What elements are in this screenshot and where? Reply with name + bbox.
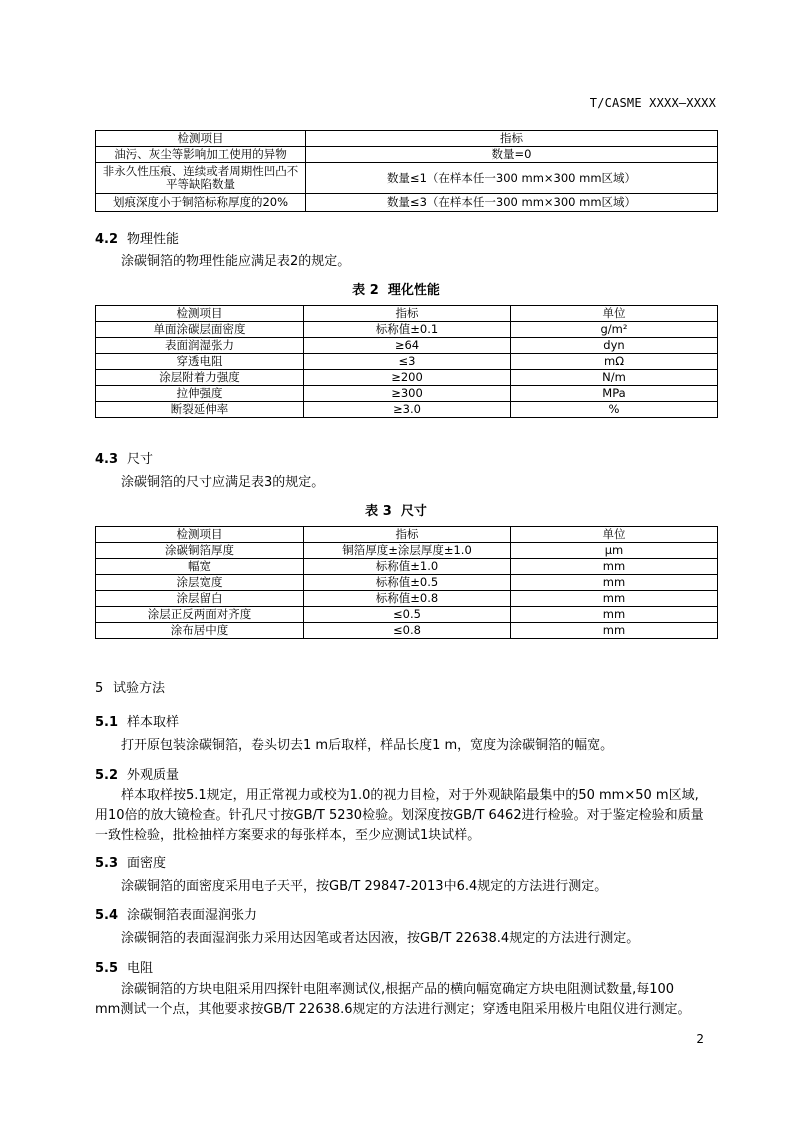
- section-number: 5.3: [95, 856, 119, 871]
- table-cell: mm: [511, 591, 718, 607]
- table-cell: 数量≤1（在样本任一300 mm×300 mm区域）: [306, 163, 718, 194]
- table-cell: mm: [511, 623, 718, 639]
- table-caption: [0, 279, 792, 298]
- table-row: [96, 623, 718, 639]
- table-cell: 穿透电阻: [96, 354, 304, 370]
- table-cell: 标称值±0.8: [304, 591, 511, 607]
- table-header-row: [96, 131, 718, 147]
- table-cell: ≤0.5: [304, 607, 511, 623]
- table-row: [96, 575, 718, 591]
- table-cell: 划痕深度小于铜箔标称厚度的20%: [96, 194, 306, 212]
- section-number: 4.2: [95, 232, 119, 247]
- section-number: 5.4: [95, 908, 119, 923]
- section-title: 样本取样: [127, 715, 180, 730]
- table-cell: mm: [511, 559, 718, 575]
- table-header-row: [96, 306, 718, 322]
- table-header-cell: 指标: [304, 527, 511, 543]
- table-row: [96, 322, 718, 338]
- table-header-cell: 指标: [304, 306, 511, 322]
- caption-number: 表 2: [352, 283, 379, 298]
- table-cell: 标称值±0.1: [304, 322, 511, 338]
- table-row: [96, 147, 718, 163]
- paragraph: 涂碳铜箔的面密度采用电子天平，按GB/T 29847-2013中6.4规定的方法进行测定。: [121, 879, 608, 894]
- page-number: 2: [696, 1032, 704, 1046]
- table-header-cell: 检测项目: [96, 527, 304, 543]
- table-cell: mΩ: [511, 354, 718, 370]
- table-cell: 断裂延伸率: [96, 402, 304, 418]
- table-row: [96, 402, 718, 418]
- table-cell: g/m²: [511, 322, 718, 338]
- section-heading-5-4: [95, 904, 257, 923]
- section-number: 4.3: [95, 452, 119, 467]
- table-cell: ≥200: [304, 370, 511, 386]
- table-cell: 标称值±1.0: [304, 559, 511, 575]
- paragraph: 涂碳铜箔的表面湿润张力采用达因笔或者达因液，按GB/T 22638.4规定的方法进行测定。: [121, 931, 640, 946]
- table-row: [96, 338, 718, 354]
- table-cell: 涂层正反两面对齐度: [96, 607, 304, 623]
- section-number: 5.1: [95, 715, 119, 730]
- table-cell: 非永久性压痕、连续或者周期性凹凸不平等缺陷数量: [96, 163, 306, 194]
- section-heading-4-3: [95, 448, 153, 467]
- table-row: [96, 607, 718, 623]
- section-number: 5.5: [95, 961, 119, 976]
- dimensions-table: [95, 526, 718, 639]
- table-cell: %: [511, 402, 718, 418]
- section-title: 涂碳铜箔表面湿润张力: [127, 908, 258, 923]
- chapter-title: 试验方法: [113, 681, 166, 696]
- table-header-row: [96, 527, 718, 543]
- section-heading-5-5: [95, 957, 153, 976]
- table-cell: 表面润湿张力: [96, 338, 304, 354]
- caption-number: 表 3: [365, 504, 392, 519]
- section-title: 物理性能: [127, 232, 180, 247]
- table-cell: ≥300: [304, 386, 511, 402]
- section-title: 尺寸: [127, 452, 154, 467]
- table-row: [96, 354, 718, 370]
- table-header-cell: 指标: [306, 131, 718, 147]
- section-heading-5-2: [95, 764, 179, 783]
- paragraph-line: mm测试一个点，其他要求按GB/T 22638.6规定的方法进行测定；穿透电阻采用极片电阻仪进行测定。: [95, 1002, 691, 1017]
- table-cell: 油污、灰尘等影响加工使用的异物: [96, 147, 306, 163]
- section-heading-5-3: [95, 852, 166, 871]
- table-row: [96, 543, 718, 559]
- table-cell: 数量=0: [306, 147, 718, 163]
- paragraph-line: 一致性检验，批检抽样方案要求的每张样本，至少应测试1块试样。: [95, 828, 481, 843]
- physical-properties-table: [95, 305, 718, 418]
- table-row: [96, 370, 718, 386]
- document-code: T/CASME XXXX—XXXX: [589, 96, 716, 110]
- defect-table: [95, 130, 718, 212]
- section-title: 外观质量: [127, 768, 180, 783]
- table-cell: μm: [511, 543, 718, 559]
- section-heading-4-2: [95, 228, 179, 247]
- table-cell: 涂层附着力强度: [96, 370, 304, 386]
- table-cell: 涂层留白: [96, 591, 304, 607]
- chapter-heading-5: [95, 677, 165, 696]
- table-cell: mm: [511, 575, 718, 591]
- table-caption: [0, 500, 792, 519]
- table-cell: 涂布居中度: [96, 623, 304, 639]
- paragraph-line: 样本取样按5.1规定，用正常视力或校为1.0的视力目检，对于外观缺陷最集中的50 mm×50 m区域,: [121, 788, 699, 803]
- paragraph-line: 涂碳铜箔的方块电阻采用四探针电阻率测试仪,根据产品的横向幅宽确定方块电阻测试数量,每100: [121, 982, 675, 997]
- table-cell: MPa: [511, 386, 718, 402]
- table-row: [96, 194, 718, 212]
- section-title: 电阻: [127, 961, 154, 976]
- table-cell: 铜箔厚度±涂层厚度±1.0: [304, 543, 511, 559]
- caption-title: 理化性能: [387, 283, 440, 298]
- section-heading-5-1: [95, 711, 179, 730]
- table-header-cell: 单位: [511, 527, 718, 543]
- table-cell: 单面涂碳层面密度: [96, 322, 304, 338]
- section-title: 面密度: [127, 856, 167, 871]
- table-row: [96, 386, 718, 402]
- table-cell: mm: [511, 607, 718, 623]
- paragraph-line: 用10倍的放大镜检查。针孔尺寸按GB/T 5230检验。划深度按GB/T 6462进行检验。对于鉴定检验和质量: [95, 808, 704, 823]
- table-cell: N/m: [511, 370, 718, 386]
- table-cell: 涂层宽度: [96, 575, 304, 591]
- table-cell: dyn: [511, 338, 718, 354]
- paragraph: 涂碳铜箔的物理性能应满足表2的规定。: [121, 254, 351, 269]
- table-cell: ≤3: [304, 354, 511, 370]
- table-cell: ≥64: [304, 338, 511, 354]
- table-header-cell: 单位: [511, 306, 718, 322]
- table-cell: 标称值±0.5: [304, 575, 511, 591]
- table-header-cell: 检测项目: [96, 131, 306, 147]
- table-row: [96, 591, 718, 607]
- table-cell: 幅宽: [96, 559, 304, 575]
- paragraph: 涂碳铜箔的尺寸应满足表3的规定。: [121, 475, 325, 490]
- table-cell: ≥3.0: [304, 402, 511, 418]
- table-cell: 拉伸强度: [96, 386, 304, 402]
- table-header-cell: 检测项目: [96, 306, 304, 322]
- section-number: 5.2: [95, 768, 119, 783]
- table-row: [96, 559, 718, 575]
- paragraph: 打开原包装涂碳铜箔，卷头切去1 m后取样，样品长度1 m，宽度为涂碳铜箔的幅宽。: [121, 738, 614, 753]
- caption-title: 尺寸: [400, 504, 427, 519]
- chapter-number: 5: [95, 681, 104, 696]
- table-cell: 涂碳铜箔厚度: [96, 543, 304, 559]
- table-cell: 数量≤3（在样本任一300 mm×300 mm区域）: [306, 194, 718, 212]
- table-cell: ≤0.8: [304, 623, 511, 639]
- table-row: [96, 163, 718, 194]
